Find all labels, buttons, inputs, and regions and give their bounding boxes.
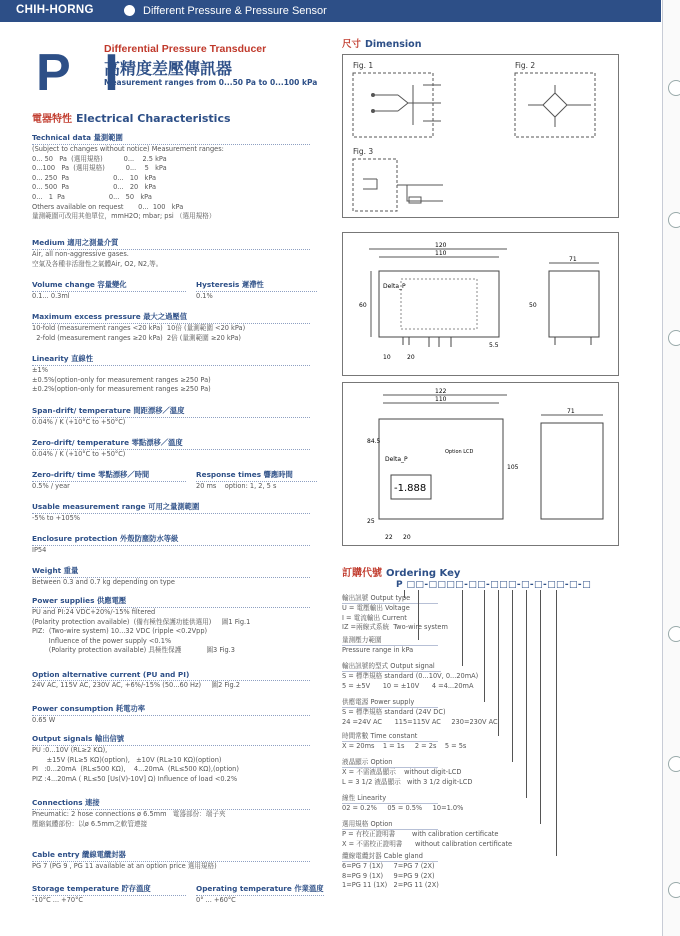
spec-line-2: 20 ms option: 1, 2, 5 s <box>196 482 277 490</box>
leader-line <box>462 590 463 666</box>
punch-hole-icon <box>668 212 680 228</box>
spec-line: 0...100 Pa (選用規格) 0... 5 kPa <box>32 164 167 173</box>
dim-f-1: 50 <box>529 302 537 309</box>
ordering-group <box>342 820 512 849</box>
spec-line: 0.04% / K (+10°C to +50°C) <box>32 418 126 426</box>
dim-depth-2: 71 <box>567 408 575 415</box>
dim-height2-2: 84.5 <box>367 438 381 445</box>
binder-strip <box>662 0 680 936</box>
leader-line <box>556 590 557 856</box>
dim-width-2: 122 <box>435 388 447 395</box>
device-label-1: Delta_P <box>383 283 406 290</box>
ordering-group <box>342 732 466 752</box>
spec-line: -10°C ... +70°C <box>32 896 83 904</box>
dim-height-2: 105 <box>507 464 519 471</box>
spec-line: -5% to +105% <box>32 514 81 522</box>
spec-label-2: Operating temperature 作業溫度 <box>196 884 324 896</box>
ordering-option: X = 不需校正證明書 without calibration certificate <box>342 839 513 848</box>
spec-label: Enclosure protection 外殼防塵防水等級 <box>32 534 310 546</box>
spec-line: PIZ: (Two-wire system) 10...32 VDC (ripple <0.2Vpp) <box>32 627 208 636</box>
dim-width2-1: 110 <box>435 250 447 257</box>
ordering-group <box>342 758 473 787</box>
fig1-label: Fig. 1 <box>353 61 374 70</box>
spec-label: Connections 連接 <box>32 798 310 810</box>
dimension-drawing-1 <box>342 232 619 376</box>
ordering-option: S = 標準規格 standard (0...10V, 0...20mA) <box>342 672 479 681</box>
electrical-heading-en: Electrical Characteristics <box>76 112 231 125</box>
leader-line <box>418 590 419 640</box>
ordering-option: P = 有校正證明書 with calibration certificate <box>342 830 499 839</box>
electrical-heading-zh: 電器特性 <box>32 114 72 125</box>
product-title-en: Differential Pressure Transducer <box>104 43 267 55</box>
device-label-2: Delta_P <box>385 456 408 463</box>
dim-height-1: 60 <box>359 302 367 309</box>
spec-line: Air, all non-aggressive gases. <box>32 250 129 258</box>
spec-line: PIZ :4...20mA ( RL≤50 [Us(V)-10V] Ω) Influence of load <0.2% <box>32 774 238 783</box>
electrical-heading <box>32 110 231 125</box>
ordering-option: X = 不需液晶顯示 without digit-LCD <box>342 768 462 777</box>
dim-h2-1: 5.5 <box>489 342 499 349</box>
ordering-option: U = 電壓輸出 Voltage <box>342 604 410 613</box>
spec-line: 0... 250 Pa 0... 10 kPa <box>32 173 157 182</box>
ordering-group-title: 時間常數 Time constant <box>342 732 438 742</box>
spec-line: 24V AC, 115V AC, 230V AC, +6%/-15% (50...60 Hz) 圖2 Fig.2 <box>32 681 241 689</box>
dimension-svg-2 <box>343 383 620 547</box>
dim-gap1-2: 22 <box>385 534 393 541</box>
leader-line <box>512 590 513 762</box>
ordering-option: Pressure range in kPa <box>342 646 414 655</box>
spec-line: (Subject to changes without notice) Measurement ranges: <box>32 145 224 153</box>
product-code: P I <box>36 44 129 102</box>
spec-line: IP54 <box>32 546 47 554</box>
spec-label: Technical data 量測範圍 <box>32 133 310 145</box>
ordering-group-title: 量測壓力範圍 <box>342 636 438 646</box>
spec-line: 2-fold (measurement ranges ≥20 kPa) 2倍 (量測範圍 ≥20 kPa) <box>32 333 241 342</box>
spec-label: Cable entry 纜線電纜封器 <box>32 850 310 862</box>
spec-label: Output signals 輸出信號 <box>32 734 310 746</box>
wiring-figures-panel <box>342 54 619 218</box>
dim-width2-2: 110 <box>435 396 447 403</box>
spec-label: Zero-drift/ time 零點漂移／時間 <box>32 470 186 482</box>
spec-label: Span-drift/ temperature 間距漂移／溫度 <box>32 406 310 418</box>
spec-label-2: Hysteresis 遲滯性 <box>196 280 317 292</box>
spec-line: Pneumatic: 2 hose connections ø 6.5mm 電器部份：端子夾 <box>32 810 226 818</box>
spec-line: Between 0.3 and 0.7 kg depending on type <box>32 578 175 586</box>
header-subtitle: Different Pressure & Pressure Sensor <box>143 5 327 17</box>
ordering-option: S = 標準規格 standard (24V DC) <box>342 708 446 717</box>
option-lcd-label: Option LCD <box>445 449 474 455</box>
ordering-option: 6=PG 7 (1X) 7=PG 7 (2X) <box>342 862 435 871</box>
spec-line: 0... 1 Pa 0... 50 kPa <box>32 192 152 201</box>
spec-line: ±0.5%(option-only for measurement ranges ≥250 Pa) <box>32 375 211 384</box>
punch-hole-icon <box>668 80 680 96</box>
spec-line: 0.1... 0.3ml <box>32 292 70 300</box>
ordering-option: 02 = 0.2% 05 = 0.5% 10=1.0% <box>342 804 464 813</box>
fig2-label: Fig. 2 <box>515 61 536 70</box>
spec-label: Power supplies 供應電壓 <box>32 596 310 608</box>
spec-line-2: 0.1% <box>196 292 213 300</box>
spec-line: 0.5% / year <box>32 482 70 490</box>
dim-gap1-1: 10 <box>383 354 391 361</box>
dimension-heading-zh: 尺寸 <box>342 39 362 50</box>
dim-gap2-1: 20 <box>407 354 415 361</box>
ordering-group <box>342 698 498 727</box>
spec-line: 0.65 W <box>32 716 56 724</box>
dim-width-1: 120 <box>435 242 447 249</box>
spec-line: (Polarity protection available) 具極性保護 圖3 Fig.3 <box>32 646 235 655</box>
spec-label: Option alternative current (PU and PI) <box>32 670 310 681</box>
leader-line <box>498 590 499 736</box>
leader-line <box>540 590 541 824</box>
dim-s-2: 25 <box>367 518 375 525</box>
punch-hole-icon <box>668 756 680 772</box>
dim-depth-1: 71 <box>569 256 577 263</box>
spec-line: 0.04% / K (+10°C to +50°C) <box>32 450 126 458</box>
leader-line <box>404 590 405 598</box>
spec-label: Maximum excess pressure 最大之過壓值 <box>32 312 310 324</box>
spec-label-2: Response times 響應時間 <box>196 470 317 482</box>
ordering-group-title: 輸出訊號 Output type <box>342 594 438 604</box>
dimension-drawing-2 <box>342 382 619 546</box>
spec-line: 空氣及各種非活潑性之氣體Air, O2, N2,等。 <box>32 259 163 268</box>
spec-line: 0... 500 Pa 0... 20 kPa <box>32 183 157 192</box>
ordering-group-title: 選用規格 Option <box>342 820 438 830</box>
fig3-label: Fig. 3 <box>353 147 374 156</box>
spec-line: 壓縮氣體部份：以ø 6.5mm之軟管連接 <box>32 819 148 828</box>
spec-line: Others available on request 0... 100 kPa <box>32 202 184 211</box>
ordering-group <box>342 636 438 656</box>
spec-line: (Polarity protection available) (備有極性保護功能供選用) 圖1 Fig.1 <box>32 617 251 626</box>
spec-label: Zero-drift/ temperature 零點漂移／溫度 <box>32 438 310 450</box>
spec-label: Storage temperature 貯存溫度 <box>32 884 186 896</box>
product-title-zh: 高精度差壓傳訊器 <box>104 59 233 78</box>
ordering-heading <box>342 564 460 579</box>
wiring-diagram <box>343 55 620 219</box>
lcd-readout: -1.888 <box>394 483 427 494</box>
spec-line: PG 7 (PG 9 , PG 11 available at an option price 選用規格) <box>32 862 217 870</box>
ordering-option: 24 =24V AC 115=115V AC 230=230V AC <box>342 717 498 726</box>
leader-line <box>526 590 527 798</box>
ordering-group-title: 纜線電纜封器 Cable gland <box>342 852 438 862</box>
ordering-option: L = 3 1/2 液晶顯示 with 3 1/2 digit-LCD <box>342 777 473 786</box>
spec-label: Power consumption 耗電功率 <box>32 704 310 716</box>
spec-line: 0... 50 Pa (選用規格) 0... 2.5 kPa <box>32 154 167 163</box>
bullet-icon <box>124 5 135 16</box>
ordering-group-title: 線性 Linearity <box>342 794 438 804</box>
spec-line: PU and PI:24 VDC+20%/-15% filtered <box>32 608 156 616</box>
punch-hole-icon <box>668 626 680 642</box>
spec-line: PI :0...20mA (RL≤500 KΩ), 4...20mA (RL≤500 KΩ),(option) <box>32 765 239 774</box>
spec-label: Medium 適用之測量介質 <box>32 238 310 250</box>
ordering-group <box>342 794 463 814</box>
ordering-heading-en: Ordering Key <box>386 568 461 579</box>
ordering-group <box>342 594 448 633</box>
ordering-key-code: P □□-□□□□-□□-□□□-□-□-□□-□-□ <box>396 580 591 590</box>
dimension-heading <box>342 36 421 50</box>
ordering-group-title: 供應電源 Power supply <box>342 698 438 708</box>
ordering-group-title: 輸出訊號的型式 Output signal <box>342 662 441 672</box>
ordering-option: 8=PG 9 (1X) 9=PG 9 (2X) <box>342 871 435 880</box>
ordering-option: IZ =兩線式系統 Two-wire system <box>342 623 448 632</box>
dimension-svg-1 <box>343 233 620 377</box>
spec-line: ±0.2%(option-only for measurement ranges ≥250 Pa) <box>32 385 211 394</box>
spec-line: ±1% <box>32 366 48 374</box>
product-range: Measurement ranges from 0...50 Pa to 0...100 kPa <box>104 78 318 87</box>
ordering-heading-zh: 訂購代號 <box>342 568 382 579</box>
spec-label: Weight 重量 <box>32 566 310 578</box>
spec-line: 10-fold (measurement ranges <20 kPa) 10倍 (量測範圍 <20 kPa) <box>32 324 246 332</box>
spec-line: PU :0...10V (RL≥2 KΩ), <box>32 746 108 754</box>
spec-label: Volume change 容量變化 <box>32 280 186 292</box>
dim-gap2-2: 20 <box>403 534 411 541</box>
header-bar <box>0 0 661 22</box>
ordering-group-title: 液晶顯示 Option <box>342 758 438 768</box>
ordering-option: X = 20ms 1 = 1s 2 = 2s 5 = 5s <box>342 742 467 751</box>
ordering-option: I = 電流輸出 Current <box>342 613 407 622</box>
spec-label: Usable measurement range 可用之量測範圍 <box>32 502 310 514</box>
punch-hole-icon <box>668 330 680 346</box>
spec-label: Linearity 直線性 <box>32 354 310 366</box>
spec-line-2: 0° ... +60°C <box>196 896 236 904</box>
brand-name: CHIH-HORNG <box>16 4 94 16</box>
ordering-option: 1=PG 11 (1X) 2=PG 11 (2X) <box>342 881 439 890</box>
spec-line: 量測範圍可改用其他單位，mmH2O; mbar; psi （選用規格） <box>32 212 216 221</box>
spec-line: ±15V (RL≥5 KΩ)(option), ±10V (RL≥10 KΩ)(option) <box>32 755 222 764</box>
punch-hole-icon <box>668 882 680 898</box>
ordering-option: 5 = ±5V 10 = ±10V 4 =4...20mA <box>342 681 474 690</box>
spec-line: Influence of the power supply <0.1% <box>32 636 172 645</box>
dimension-heading-en: Dimension <box>365 39 422 50</box>
ordering-group <box>342 852 439 891</box>
ordering-group <box>342 662 478 691</box>
leader-line <box>484 590 485 702</box>
